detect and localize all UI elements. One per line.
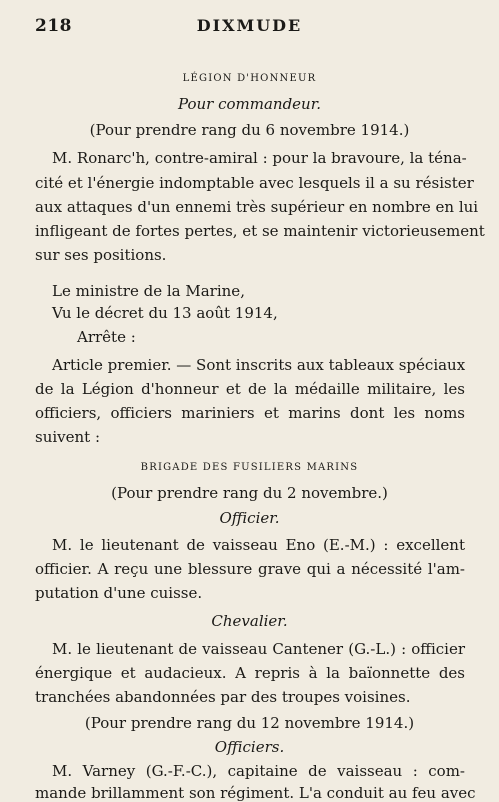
- rank-note-6-nov: (Pour prendre rang du 6 novembre 1914.): [89, 121, 410, 139]
- page-number: 218: [35, 16, 72, 36]
- commandeur-subheading: Pour commandeur.: [177, 95, 322, 113]
- brigade-heading: BRIGADE DES FUSILIERS MARINS: [140, 462, 359, 473]
- citation-ronarch-line-3: aux attaques d'un ennemi très supérieur en nombre en lui: [35, 198, 479, 216]
- citation-varney-line-1: M. Varney (G.-F.-C.), capitaine de vaisseau : com-: [52, 762, 465, 780]
- article-line-2: de la Légion d'honneur et de la médaille militaire, les: [35, 380, 465, 398]
- citation-cantener-line-1: M. le lieutenant de vaisseau Cantener (G.-L.) : officier: [52, 640, 465, 658]
- citation-cantener-line-2: énergique et audacieux. A repris à la baïonnette des: [35, 664, 465, 682]
- grade-chevalier: Chevalier.: [211, 612, 288, 630]
- decree-vu: Vu le décret du 13 août 1914,: [52, 304, 278, 322]
- citation-eno-line-1: M. le lieutenant de vaisseau Eno (E.-M.) : excellent: [52, 536, 465, 554]
- citation-cantener-line-3: tranchées abandonnées par des troupes voisines.: [35, 688, 411, 706]
- decree-arrete: Arrête :: [77, 328, 136, 346]
- citation-eno-line-2: officier. A reçu une blessure grave qui a nécessité l'am-: [35, 560, 465, 578]
- rank-note-12-nov: (Pour prendre rang du 12 novembre 1914.): [84, 714, 415, 732]
- article-line-3: officiers, officiers mariniers et marins dont les noms: [35, 404, 465, 422]
- grade-officier: Officier.: [219, 509, 280, 527]
- article-line-4: suivent :: [35, 428, 101, 446]
- decree-minister: Le ministre de la Marine,: [52, 282, 245, 300]
- citation-varney-line-2: mande brillamment son régiment. L'a conduit au feu avec: [35, 784, 476, 802]
- legion-heading: LÉGION D'HONNEUR: [182, 73, 317, 84]
- grade-officiers: Officiers.: [214, 738, 285, 756]
- citation-ronarch-line-4: infligeant de fortes pertes, et se maintenir victorieusement: [35, 222, 485, 240]
- citation-eno-line-3: putation d'une cuisse.: [35, 584, 203, 602]
- citation-ronarch-line-1: M. Ronarc'h, contre-amiral : pour la bravoure, la téna-: [52, 149, 467, 167]
- rank-note-2-nov: (Pour prendre rang du 2 novembre.): [111, 484, 388, 502]
- running-title: DIXMUDE: [196, 16, 303, 35]
- article-line-1: Article premier. — Sont inscrits aux tableaux spéciaux: [52, 356, 466, 374]
- citation-ronarch-line-5: sur ses positions.: [35, 246, 167, 264]
- citation-ronarch-line-2: cité et l'énergie indomptable avec lesquels il a su résister: [35, 174, 474, 192]
